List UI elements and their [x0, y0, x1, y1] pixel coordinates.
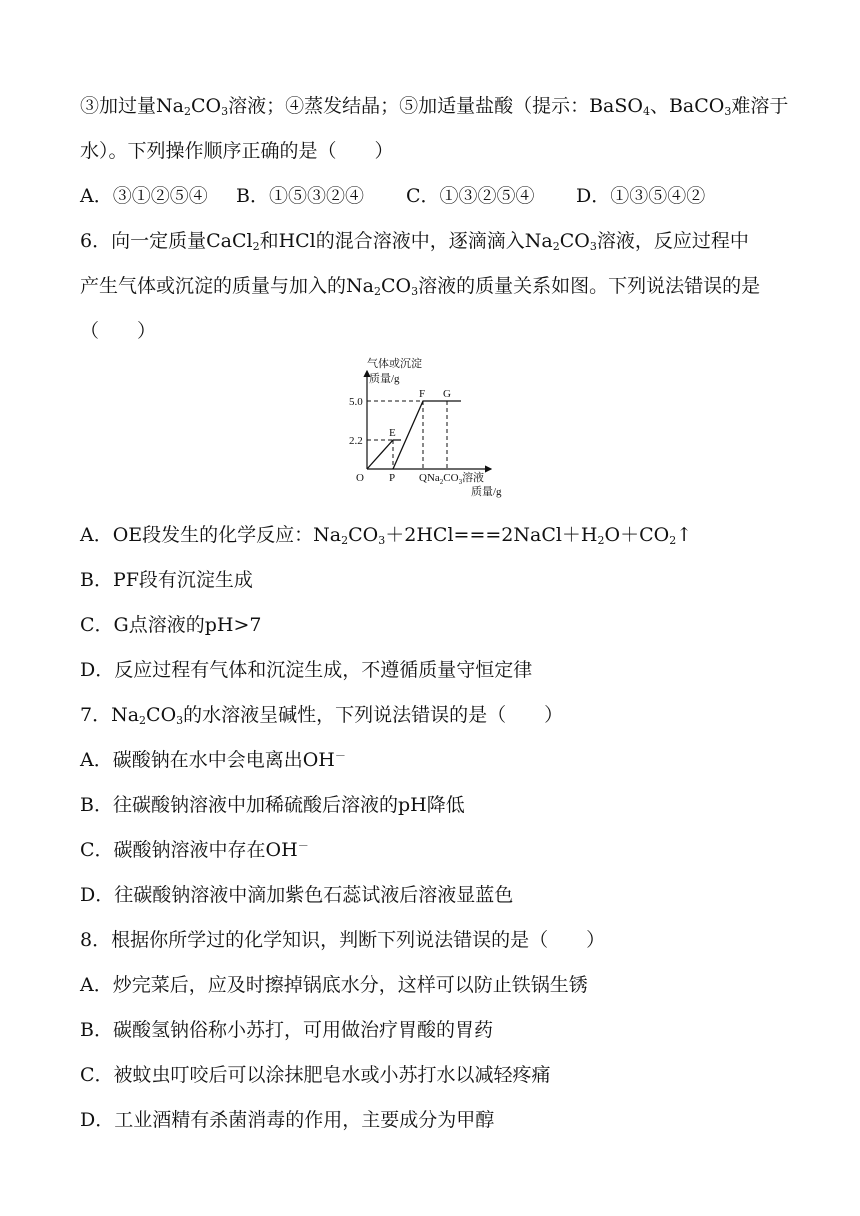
- x-axis-label-2: 质量/g: [471, 486, 502, 498]
- q6-stem-line-1: 6．向一定质量CaCl$_2$和HCl的混合溶液中，逐滴滴入$Na_2CO_3$溶液，反应过程中: [80, 230, 749, 253]
- precipitate-curve: [393, 401, 461, 469]
- q8-option-c: C．被蚊虫叮咬后可以涂抹肥皂水或小苏打水以减轻疼痛: [80, 1064, 551, 1086]
- q6-option-b: B．PF段有沉淀生成: [80, 569, 253, 591]
- q7-stem: 7．$Na_2CO_3$的水溶液呈碱性，下列说法错误的是（ ）: [80, 704, 564, 727]
- q8-stem: 8．根据你所学过的化学知识，判断下列说法错误的是（ ）: [80, 929, 606, 951]
- q6-option-c: C．G点溶液的pH>7: [80, 614, 262, 636]
- label-o: O: [356, 472, 364, 484]
- y-axis-label-2: 质量/g: [369, 373, 400, 385]
- q8-option-a: A．炒完菜后，应及时擦掉锅底水分，这样可以防止铁锅生锈: [80, 974, 588, 996]
- q7-option-b: B．往碳酸钠溶液中加稀硫酸后溶液的pH降低: [80, 794, 465, 816]
- q5-option-a: A．③①②⑤④: [80, 185, 208, 207]
- q5-option-d: D．①③⑤④②: [576, 185, 706, 207]
- q7-option-a: A．碳酸钠在水中会电离出OH－: [80, 749, 346, 771]
- q7-option-c: C．碳酸钠溶液中存在OH－: [80, 839, 309, 861]
- q5-option-b: B．①⑤③②④: [236, 185, 364, 207]
- y-axis-label-1: 气体或沉淀: [367, 358, 422, 370]
- q7-option-d: D．往碳酸钠溶液中滴加紫色石蕊试液后溶液显蓝色: [80, 884, 514, 906]
- q5-line-2: 水）。下列操作顺序正确的是（ ）: [80, 140, 394, 162]
- label-p: P: [389, 472, 396, 484]
- y-tick-5: 5.0: [349, 396, 363, 408]
- label-e: E: [389, 427, 396, 439]
- q8-option-b: B．碳酸氢钠俗称小苏打，可用做治疗胃酸的胃药: [80, 1019, 493, 1041]
- q6-reaction-graph: [349, 357, 533, 502]
- q6-stem-line-2: 产生气体或沉淀的质量与加入的$Na_2CO_3$溶液的质量关系如图。下列说法错误的是: [80, 275, 761, 298]
- q6-stem-line-3: （ ）: [80, 320, 157, 342]
- q8-option-d: D．工业酒精有杀菌消毒的作用，主要成分为甲醇: [80, 1109, 495, 1131]
- y-tick-2-2: 2.2: [349, 435, 363, 447]
- x-axis-label-1: $QNa_2CO_3$溶液: [419, 472, 485, 486]
- q6-option-d: D．反应过程有气体和沉淀生成，不遵循质量守恒定律: [80, 659, 533, 681]
- q5-line-1: ③加过量$Na_2CO_3$溶液；④蒸发结晶；⑤加适量盐酸（提示：BaSO$_4$、BaCO$_3$难溶于: [80, 95, 789, 118]
- label-g: G: [443, 388, 451, 400]
- q5-option-c: C．①③②⑤④: [406, 185, 535, 207]
- q6-option-a: A．OE段发生的化学反应：$Na_2CO_3+2HCl===2NaCl+H_2O+CO_2↑$: [80, 524, 693, 547]
- gas-curve: [367, 440, 401, 469]
- label-f: F: [419, 388, 426, 400]
- q5-options: [80, 184, 800, 208]
